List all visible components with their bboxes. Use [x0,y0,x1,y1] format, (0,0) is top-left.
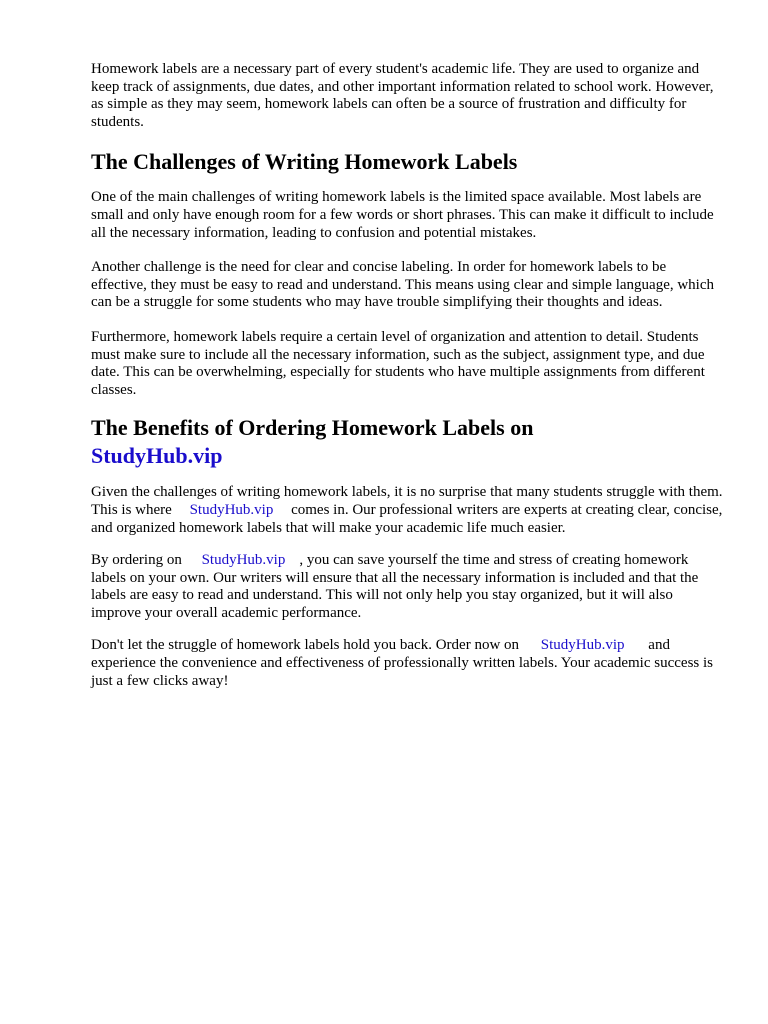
intro-paragraph: Homework labels are a necessary part of every student's academic life. They are used to organize and keep track of assignments, due dates, and other important information related to school work. However, as simple as they may seem, homework labels can often be a source of frustration and difficulty for students. [91,61,714,130]
benefits-p3-text-before: Don't let the struggle of homework labels hold you back. Order now on [91,637,520,654]
benefits-p1-text-before: Given the challenges of writing homework labels, it is no surprise that many students struggle with them. This is where [91,484,723,518]
benefits-p3-text-after: and experience the convenience and effectiveness of professionally written labels. Your academic success is just a few clicks away! [91,637,713,689]
benefits-p2-text-before: By ordering on [91,552,182,569]
challenges-paragraph-3: Furthermore, homework labels require a certain level of organization and attention to detail. Students must make sure to include all the necessary information, such as the subject, assignment type, and due date. This can be overwhelming, especially for students who have multiple assignments from different classes. [91,328,705,398]
challenges-paragraph-2: Another challenge is the need for clear and concise labeling. In order for homework labels to be effective, they must be easy to read and understand. This means using clear and simple language, which can be a struggle for some students who may have trouble simplifying their thoughts and ideas. [91,259,715,311]
benefits-heading [91,414,724,470]
benefits-heading-link[interactable]: StudyHub.vip [91,443,223,469]
benefits-paragraph-2 [91,552,724,622]
studyhub-link-1[interactable]: StudyHub.vip [189,501,274,518]
benefits-p1-text-after: comes in. Our professional writers are experts at creating clear, concise, and organized homework labels that will make your academic life much easier. [91,501,723,536]
studyhub-link-3[interactable]: StudyHub.vip [540,637,625,654]
benefits-p2-text-after: , you can save yourself the time and stress of creating homework labels on your own. Our writers will ensure that all the necessary information is included and that the labels are easy to read and understand. This will not only help you stay organized, but it will also improve your overall academic performance. [91,552,699,621]
challenges-paragraph-1: One of the main challenges of writing homework labels is the limited space available. Most labels are small and only have enough room for a few words or short phrases. This can make it difficult to include all the necessary information, leading to confusion and potential mistakes. [91,189,714,241]
studyhub-link-2[interactable]: StudyHub.vip [201,552,286,569]
challenges-heading: The Challenges of Writing Homework Labels [91,149,518,175]
benefits-heading-text: The Benefits of Ordering Homework Labels on [91,415,534,441]
benefits-paragraph-1 [91,484,724,537]
benefits-paragraph-3 [91,637,724,690]
